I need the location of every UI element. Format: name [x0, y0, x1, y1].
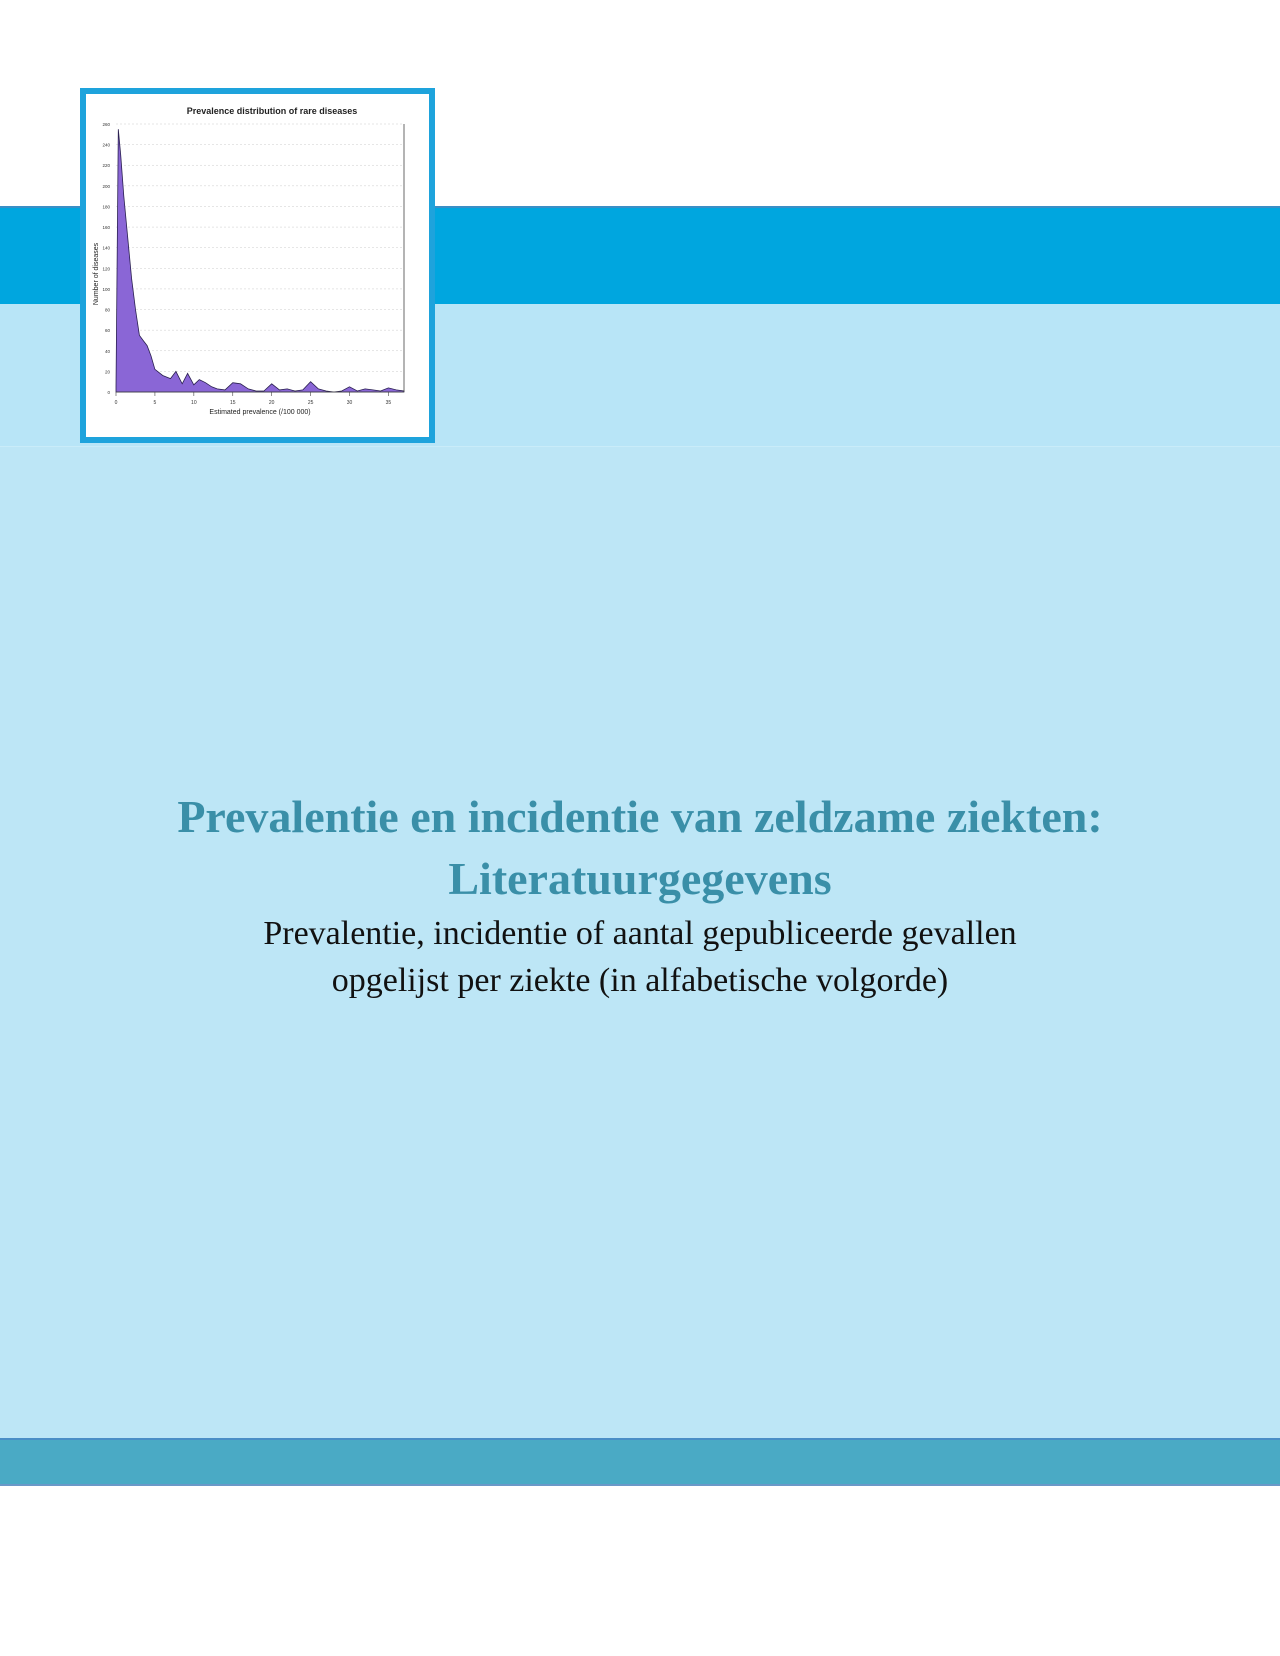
chart-y-tick-label: 120	[102, 266, 110, 272]
footer-band	[0, 1438, 1280, 1486]
chart-x-tick-label: 35	[385, 400, 392, 406]
chart-x-tick-label: 25	[307, 400, 314, 406]
chart-y-tick-label: 20	[104, 369, 110, 375]
chart-y-tick-label: 180	[102, 204, 110, 210]
chart-x-axis	[115, 392, 392, 406]
subtitle-line-1: Prevalentie, incidentie of aantal gepubliceerde gevallen	[263, 915, 1017, 952]
chart-y-tick-label: 40	[104, 348, 110, 354]
title-line-2: Literatuurgegevens	[448, 853, 832, 904]
chart-y-axis	[102, 122, 110, 395]
chart-x-tick-label: 10	[191, 400, 197, 406]
chart-y-tick-label: 240	[102, 142, 110, 148]
subtitle-line-2: opgelijst per ziekte (in alfabetische volgorde)	[331, 962, 949, 999]
chart-title: Prevalence distribution of rare diseases	[186, 106, 358, 116]
chart-x-tick-label: 15	[229, 400, 236, 406]
chart-y-tick-label: 160	[102, 225, 110, 231]
chart-y-tick-label: 220	[102, 163, 110, 169]
chart-y-tick-label: 200	[102, 183, 110, 189]
chart-y-tick-label: 60	[104, 328, 110, 334]
chart-y-tick-label: 260	[102, 122, 110, 127]
chart-x-label: Estimated prevalence (/100 000)	[209, 409, 311, 416]
title-line-1: Prevalentie en incidentie van zeldzame ziekten:	[177, 791, 1103, 842]
chart-x-tick-label: 20	[268, 400, 275, 406]
cover-chart-figure	[80, 88, 435, 443]
chart-y-tick-label: 100	[102, 286, 110, 292]
chart-y-tick-label: 140	[102, 245, 110, 251]
chart-area-series	[116, 129, 404, 392]
chart-x-tick-label: 5	[153, 400, 157, 406]
prevalence-chart	[86, 94, 429, 437]
chart-y-tick-label: 0	[107, 390, 110, 395]
chart-y-label: Number of diseases	[93, 242, 100, 306]
chart-y-tick-label: 80	[104, 307, 110, 313]
chart-x-tick-label: 30	[346, 400, 353, 406]
chart-grid	[116, 124, 404, 392]
chart-x-tick-label: 0	[114, 400, 118, 406]
cover-titles	[0, 786, 1280, 1004]
